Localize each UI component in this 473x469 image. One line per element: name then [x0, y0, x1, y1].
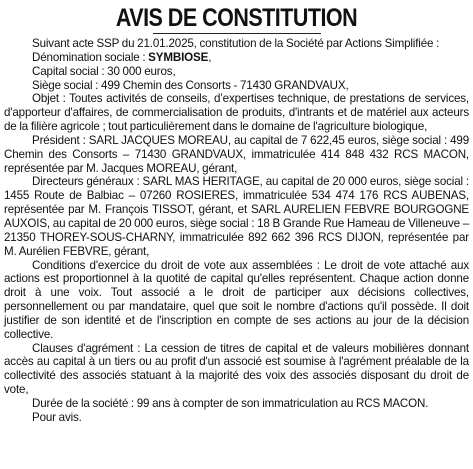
denomination-label: Dénomination sociale : [32, 50, 149, 64]
president-paragraph: Président : SARL JACQUES MOREAU, au capital de 7 622,45 euros, siège social : 499 Chemin des Consorts – 71430 GRANDVAUX, immatriculée 414 848 432 RCS MACON, représentée par M. Jacques MOREAU, gérant, [4, 133, 469, 175]
siege-line: Siège social : 499 Chemin des Consorts - 71430 GRANDVAUX, [32, 78, 349, 92]
notice-body [4, 37, 469, 425]
intro-paragraph: Suivant acte SSP du 21.01.2025, constitution de la Société par Actions Simplifiée : [32, 37, 440, 50]
denomination-line [4, 51, 469, 65]
objet-paragraph: Objet : Toutes activités de conseils, d’expertises technique, de prestations de services, d'apporteur d'affaires, de commercialisation de produits, d'intrants et de matériel aux acteurs de la filière agricole ; tout particulièrement dans le domaine de l'agriculture biologique, [4, 92, 469, 134]
duree-line: Durée de la société : 99 ans à compter de son immatriculation au RCS MACON. [32, 396, 429, 410]
capital-line: Capital social : 30 000 euros, [32, 64, 176, 78]
notice-title: AVIS DE CONSTITUTION [115, 4, 358, 32]
denomination-suffix: , [208, 50, 212, 64]
agrement-paragraph: Clauses d'agrément : La cession de titres de capital et de valeurs mobilières donnant accès au capital à un tiers ou au profit d'un associé est soumise à l'agrément préalable de la collectivité des associés statuant à la majorité des voix des associés disposant du droit de vote, [4, 341, 469, 397]
company-name: SYMBIOSE [148, 50, 209, 64]
closing-line: Pour avis. [32, 410, 82, 424]
title-underline [153, 33, 321, 34]
voting-conditions-paragraph: Conditions d'exercice du droit de vote aux assemblées : Le droit de vote attaché aux actions est proportionnel à la quotité de capital qu'elles représentent. Chaque action donne droit à une voix. Tout associé a le droit de participer aux décisions collectives, personnellement ou par mandataire, quel que soit le nombre d'actions qu'il possède. Il doit justifier de son identité et de l'inscription en compte de ses actions au jour de la décision collective. [4, 258, 469, 341]
directeurs-paragraph: Directeurs généraux : SARL MAS HERITAGE, au capital de 20 000 euros, siège social : 1455 Route de Balbiac – 07260 ROSIERES, immatriculée 534 474 176 RCS AUBENAS, représentée par M. François TISSOT, gérant, et SARL AURELIEN FEBVRE BOURGOGNE AUXOIS, au capital de 20 000 euros, siège social : 18 B Grande Rue Hameau de Villeneuve – 21350 THOREY-SOUS-CHARNY, immatriculée 892 662 396 RCS DIJON, représentée par M. Aurélien FEBVRE, gérant, [4, 175, 469, 258]
